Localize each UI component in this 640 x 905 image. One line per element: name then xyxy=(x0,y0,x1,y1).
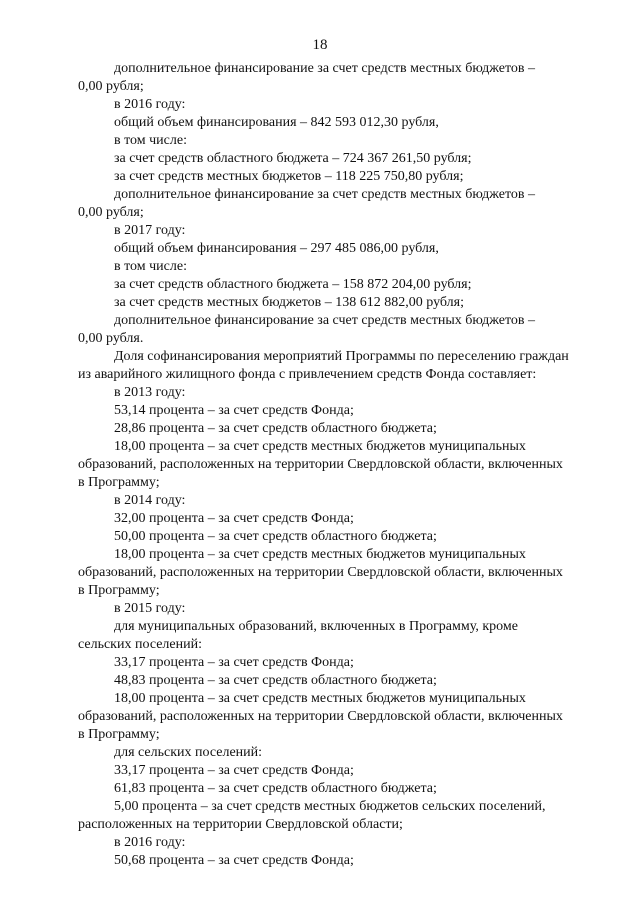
paragraph: дополнительное финансирование за счет средств местных бюджетов – 0,00 рубля; xyxy=(78,187,536,220)
paragraph: в 2014 году: xyxy=(114,493,186,508)
paragraph: в том числе: xyxy=(114,259,187,274)
paragraph: общий объем финансирования – 297 485 086,00 рубля, xyxy=(114,241,439,256)
paragraph: в 2013 году: xyxy=(114,385,186,400)
paragraph: 32,00 процента – за счет средств Фонда; xyxy=(114,511,354,526)
paragraph: за счет средств областного бюджета – 724 367 261,50 рубля; xyxy=(114,151,472,166)
paragraph: за счет средств областного бюджета – 158 872 204,00 рубля; xyxy=(114,277,472,292)
paragraph: 53,14 процента – за счет средств Фонда; xyxy=(114,403,354,418)
paragraph: 28,86 процента – за счет средств областного бюджета; xyxy=(114,421,437,436)
document-body xyxy=(78,60,615,870)
paragraph: за счет средств местных бюджетов – 138 612 882,00 рубля; xyxy=(114,295,464,310)
paragraph: в том числе: xyxy=(114,133,187,148)
paragraph: общий объем финансирования – 842 593 012,30 рубля, xyxy=(114,115,439,130)
paragraph: дополнительное финансирование за счет средств местных бюджетов – 0,00 рубля. xyxy=(78,313,536,346)
paragraph: дополнительное финансирование за счет средств местных бюджетов – 0,00 рубля; xyxy=(78,61,536,94)
paragraph: в 2015 году: xyxy=(114,601,186,616)
paragraph: 48,83 процента – за счет средств областного бюджета; xyxy=(114,673,437,688)
paragraph: в 2016 году: xyxy=(114,835,186,850)
paragraph: 18,00 процента – за счет средств местных бюджетов муниципальных образований, расположенных на территории Свердловской области, включенных в Программу; xyxy=(78,691,563,742)
paragraph: за счет средств местных бюджетов – 118 225 750,80 рубля; xyxy=(114,169,464,184)
paragraph: 61,83 процента – за счет средств областного бюджета; xyxy=(114,781,437,796)
paragraph: 50,68 процента – за счет средств Фонда; xyxy=(114,853,354,868)
paragraph: 50,00 процента – за счет средств областного бюджета; xyxy=(114,529,437,544)
paragraph: 18,00 процента – за счет средств местных бюджетов муниципальных образований, расположенных на территории Свердловской области, включенных в Программу; xyxy=(78,547,563,598)
paragraph: в 2017 году: xyxy=(114,223,186,238)
paragraph: в 2016 году: xyxy=(114,97,186,112)
page-number: 18 xyxy=(312,37,328,53)
paragraph: для сельских поселений: xyxy=(114,745,263,760)
paragraph: 33,17 процента – за счет средств Фонда; xyxy=(114,655,354,670)
paragraph: 5,00 процента – за счет средств местных бюджетов сельских поселений, расположенных на территории Свердловской области; xyxy=(78,799,546,832)
paragraph: 18,00 процента – за счет средств местных бюджетов муниципальных образований, расположенных на территории Свердловской области, включенных в Программу; xyxy=(78,439,563,490)
paragraph: 33,17 процента – за счет средств Фонда; xyxy=(114,763,354,778)
paragraph: Доля софинансирования мероприятий Программы по переселению граждан из аварийного жилищного фонда с привлечением средств Фонда составляет: xyxy=(78,349,569,382)
paragraph: для муниципальных образований, включенных в Программу, кроме сельских поселений: xyxy=(78,619,518,652)
